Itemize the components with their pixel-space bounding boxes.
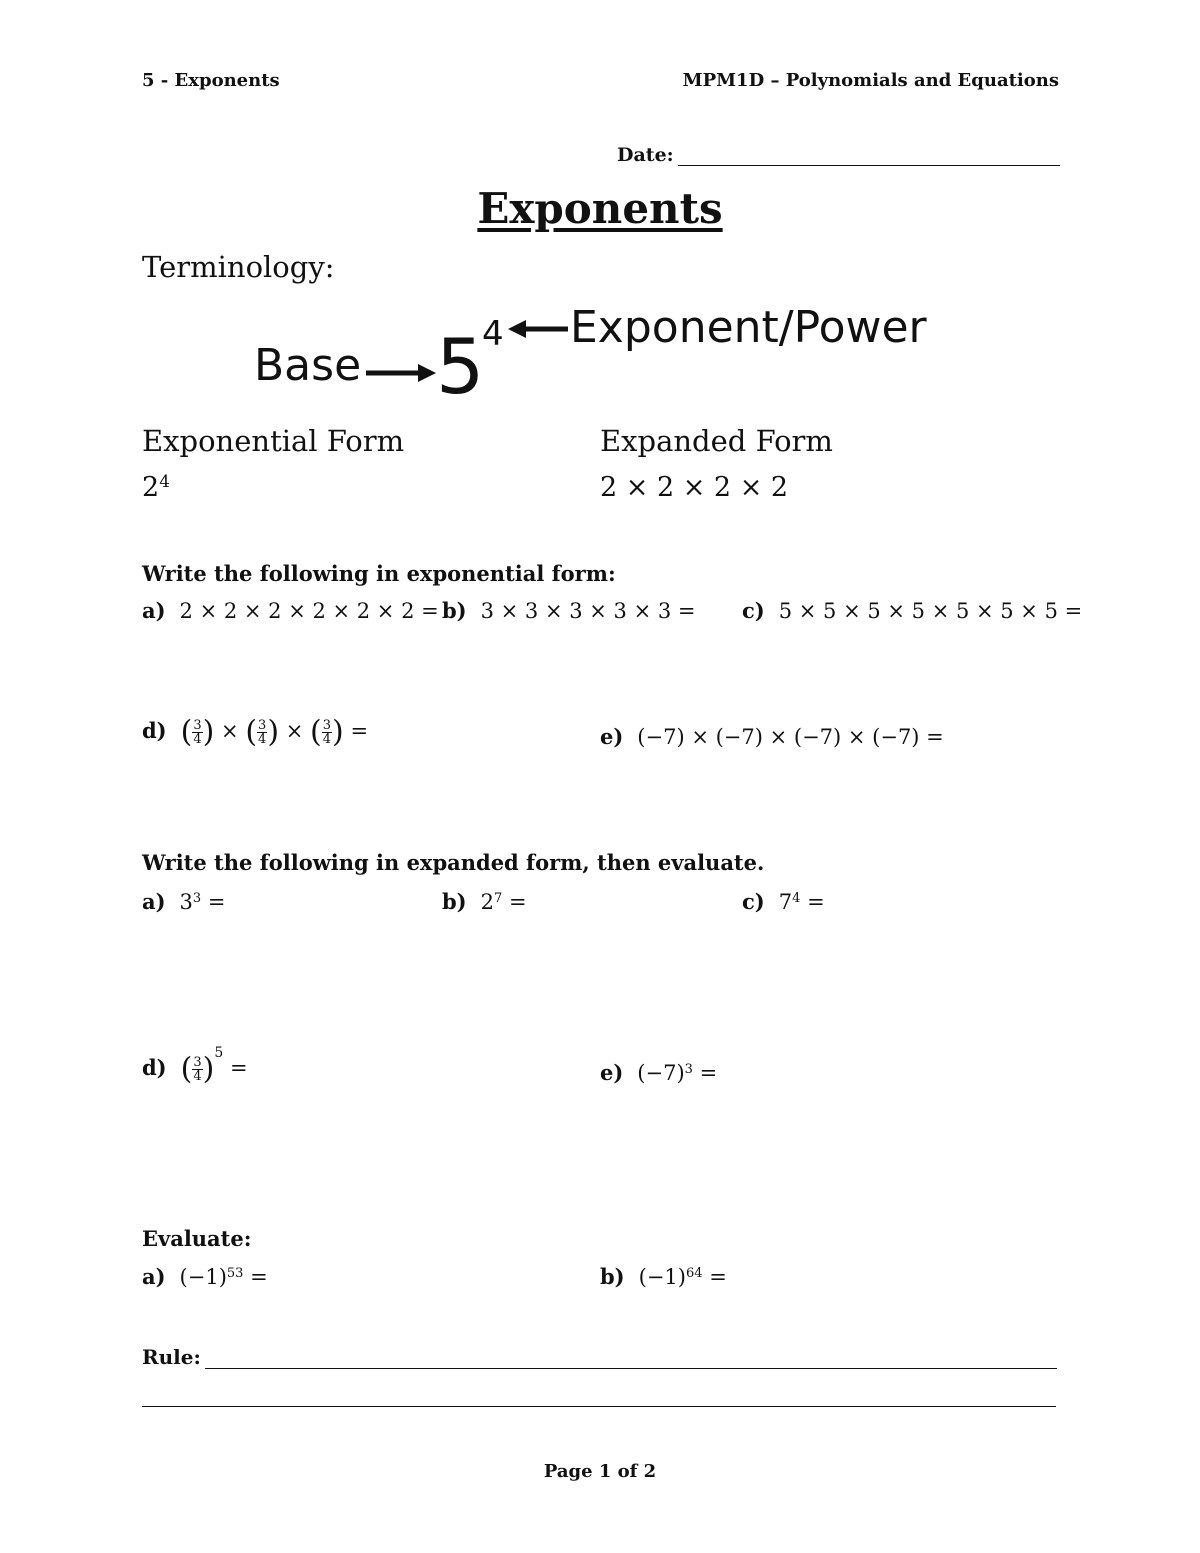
fraction: $\frac{3}{4}$ [322, 718, 332, 747]
exponential-form-heading: Exponential Form [142, 424, 405, 458]
exponential-form-example: $2^4$ [142, 470, 170, 503]
section3-problem-b: b) $(-1)^{64}$ = [600, 1264, 727, 1289]
rule-field [142, 1345, 1057, 1369]
section2-problem-d: d) ( $\frac{3}{4}$ )$^5$ = [142, 1045, 248, 1087]
exponent-value: 4 [482, 314, 504, 354]
section1-instruction: Write the following in exponential form: [142, 561, 616, 586]
section2-problem-e: e) $(-7)^3$ = [600, 1060, 718, 1085]
section1-problem-c: c) 5 × 5 × 5 × 5 × 5 × 5 × 5 = [742, 598, 1083, 623]
section1-problem-a: a) 2 × 2 × 2 × 2 × 2 × 2 = [142, 598, 439, 623]
expanded-form-example: 2 × 2 × 2 × 2 [600, 472, 789, 503]
date-field [617, 144, 1060, 166]
exponent-label: Exponent/Power [570, 302, 927, 353]
terminology-heading: Terminology: [142, 250, 335, 284]
section1-problem-e: e) (−7) × (−7) × (−7) × (−7) = [600, 724, 944, 749]
section2-problem-b: b) $2^7$ = [442, 889, 527, 914]
section1-problem-d: d) ( $\frac{3}{4}$ ) × ( $\frac{3}{4}$ ) × ( $\frac{3}{4}$ ) = [142, 714, 369, 750]
rule-label: Rule: [142, 1345, 201, 1369]
base-arrow-icon [364, 362, 438, 384]
expanded-form-heading: Expanded Form [600, 424, 833, 458]
fraction: $\frac{3}{4}$ [193, 1055, 202, 1085]
header-right: MPM1D – Polynomials and Equations [682, 70, 1059, 91]
fraction: $\frac{3}{4}$ [193, 718, 202, 747]
section1-problem-b: b) 3 × 3 × 3 × 3 × 3 = [442, 598, 696, 623]
section2-problem-a: a) $3^3$ = [142, 889, 226, 914]
header-left: 5 - Exponents [142, 70, 280, 91]
section2-problem-c: c) $7^4$ = [742, 889, 825, 914]
base-label: Base [254, 340, 362, 391]
page-number: Page 1 of 2 [543, 1461, 657, 1482]
base-value: 5 [436, 322, 485, 411]
exponent-arrow-icon [506, 318, 568, 340]
date-blank-line [678, 147, 1060, 166]
section2-instruction: Write the following in expanded form, then evaluate. [142, 850, 765, 875]
rule-blank-line [205, 1350, 1057, 1369]
section3-instruction: Evaluate: [142, 1226, 252, 1251]
rule-blank-line-2 [142, 1388, 1056, 1407]
page-title: Exponents [477, 184, 723, 233]
section3-problem-a: a) $(-1)^{53}$ = [142, 1264, 268, 1289]
date-label: Date: [617, 144, 674, 166]
fraction: $\frac{3}{4}$ [258, 718, 267, 747]
